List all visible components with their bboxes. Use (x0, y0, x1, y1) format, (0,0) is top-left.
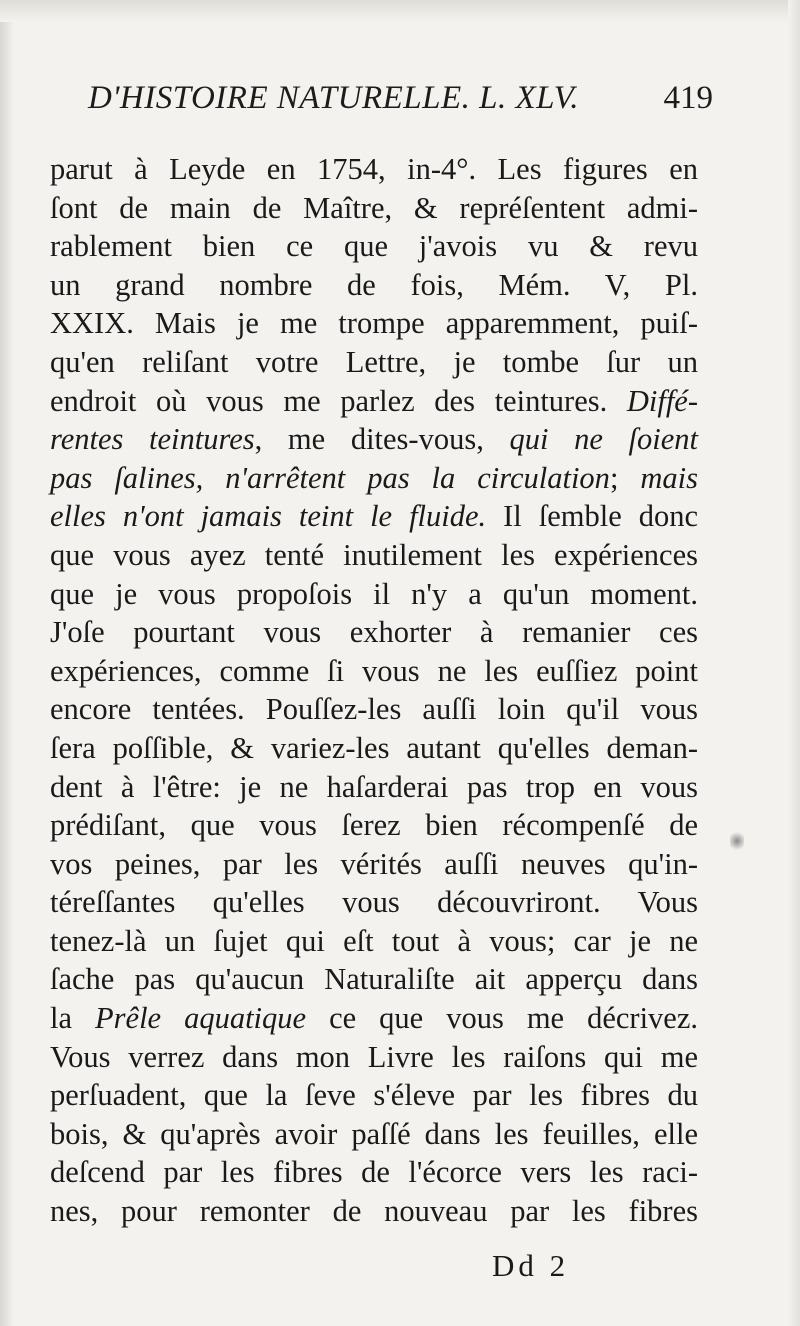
text-span: perſuadent, que la ſeve s'éleve par les fibres du (50, 1078, 698, 1113)
text-line (50, 690, 698, 729)
text-line (50, 613, 698, 652)
text-line (50, 150, 698, 189)
text-span: un grand nombre de fois, Mém. V, Pl. (50, 267, 698, 302)
page-number: 419 (663, 80, 713, 116)
text-span: la (50, 1001, 96, 1036)
text-span: J'oſe pourtant vous exhorter à remanier ces (50, 615, 698, 650)
text-line (50, 304, 698, 343)
text-line (50, 1038, 698, 1077)
text-line (50, 729, 698, 768)
running-head (88, 74, 713, 130)
italic-text-span: pas ſalines, n'arrêtent pas la circulation (50, 460, 610, 495)
text-line (50, 575, 698, 614)
text-line (50, 999, 698, 1038)
text-line (50, 768, 698, 807)
ink-speck (730, 830, 744, 852)
text-span: ſache pas qu'aucun Naturaliſte ait apperçu dans (50, 962, 698, 997)
text-span: endroit où vous me parlez des teintures. (50, 383, 627, 418)
italic-text-span: elles n'ont jamais teint le fluide. (50, 499, 487, 534)
text-span: encore tentées. Pouſſez-les auſſi loin qu'il vous (50, 692, 698, 727)
text-line (50, 227, 698, 266)
text-span: expériences, comme ſi vous ne les euſſiez point (50, 653, 698, 688)
text-line (50, 459, 698, 498)
text-line (50, 382, 698, 421)
text-span: prédiſant, que vous ſerez bien récompenſé de (50, 808, 698, 843)
text-line (50, 1153, 698, 1192)
text-span: Il ſemble donc (486, 499, 698, 534)
text-line (50, 343, 698, 382)
text-span: XXIX. Mais je me trompe apparemment, puiſ- (50, 306, 698, 341)
text-span: ſont de main de Maître, & repréſentent admi- (50, 190, 698, 225)
page-edge-shadow-right (788, 0, 800, 1326)
text-span: que je vous propoſois il n'y a qu'un moment. (50, 576, 698, 611)
page-edge-shadow-top (0, 0, 800, 22)
body-text (50, 150, 698, 1231)
text-span: dent à l'être: je ne haſarderai pas trop en vous (50, 769, 698, 804)
text-span: qu'en reliſant votre Lettre, je tombe ſur un (50, 344, 698, 379)
text-line (50, 497, 698, 536)
text-span: parut à Leyde en 1754, in-4°. Les figures en (50, 152, 698, 186)
text-span: bois, & qu'après avoir paſſé dans les feuilles, elle (50, 1116, 698, 1151)
italic-text-span: Diffé- (626, 383, 698, 418)
text-line (50, 1192, 698, 1231)
text-span: nes, pour remonter de nouveau par les fibres (50, 1194, 698, 1229)
text-span: ce que vous me décrivez. (306, 1001, 698, 1036)
page-edge-shadow-left (0, 0, 14, 1326)
italic-text-span: Prêle aquatique (95, 1001, 307, 1036)
text-line (50, 1076, 698, 1115)
text-span: téreſſantes qu'elles vous découvriront. Vous (50, 885, 698, 920)
text-line (50, 420, 698, 459)
signature-mark: Dd 2 (492, 1248, 570, 1283)
running-head-title: D'HISTOIRE NATURELLE. L. XLV. (88, 80, 579, 116)
text-span: deſcend par les fibres de l'écorce vers les raci- (50, 1155, 698, 1190)
text-line (50, 845, 698, 884)
italic-text-span: rentes teintures (50, 422, 255, 457)
text-line (50, 189, 698, 228)
text-line (50, 1115, 698, 1154)
text-span: , me dites-vous, (254, 422, 510, 457)
text-line (50, 536, 698, 575)
text-span: rablement bien ce que j'avois vu & revu (50, 229, 698, 264)
text-span: tenez-là un ſujet qui eſt tout à vous; car je ne (50, 923, 698, 958)
text-span: que vous ayez tenté inutilement les expériences (50, 537, 698, 572)
text-line (50, 883, 698, 922)
text-span: ſera poſſible, & variez-les autant qu'elles deman- (50, 730, 698, 765)
text-line (50, 960, 698, 999)
text-span: vos peines, par les vérités auſſi neuves qu'in- (50, 846, 698, 881)
text-span: ; (609, 460, 641, 495)
text-line (50, 652, 698, 691)
italic-text-span: qui ne ſoient (509, 422, 698, 457)
italic-text-span: mais (640, 460, 698, 495)
text-line (50, 806, 698, 845)
text-line (50, 266, 698, 305)
text-span: Vous verrez dans mon Livre les raiſons qui me (50, 1039, 698, 1074)
text-line (50, 922, 698, 961)
